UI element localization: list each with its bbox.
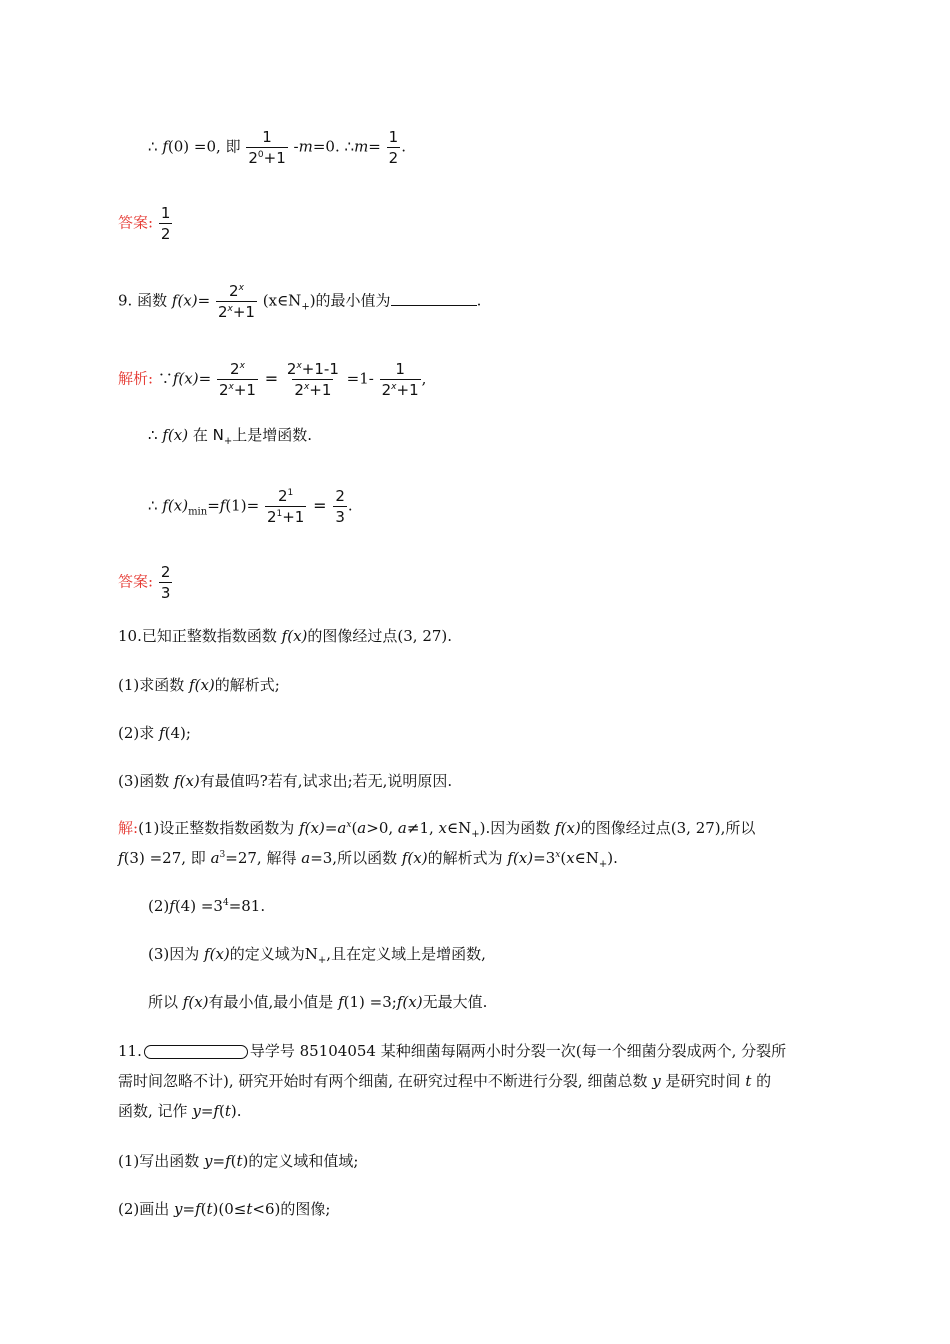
because-symbol: ∵ <box>157 369 173 388</box>
text: (1)求函数 <box>118 676 185 694</box>
text: 所以 <box>148 993 179 1011</box>
den-exponent: x <box>228 382 234 392</box>
function-f: f <box>299 819 305 837</box>
text: =0, 即 <box>193 137 241 156</box>
argument: (x) <box>167 426 189 444</box>
denominator: 2 <box>388 149 399 167</box>
numerator: 1 <box>262 128 272 146</box>
text: (2) <box>148 897 170 915</box>
line-increasing <box>148 425 312 445</box>
denominator <box>217 379 258 399</box>
text: )的最小值为 <box>309 291 391 310</box>
question-10-part-3 <box>118 771 452 791</box>
variable-y: y <box>174 1200 183 1218</box>
question-number: 10. <box>118 627 142 645</box>
function-f: f <box>507 849 513 867</box>
argument: (x) <box>512 849 534 867</box>
argument: (x) <box>209 945 230 963</box>
argument: (x) <box>304 819 325 837</box>
text: 的定义域为N <box>229 945 318 963</box>
denominator: 3 <box>160 584 171 602</box>
fraction-b <box>285 360 341 399</box>
text: 上是增函数. <box>232 426 313 444</box>
equals: = <box>197 291 211 310</box>
text: 需时间忽略不计), 研究开始时有两个细菌, 在研究过程中不断进行分裂, 细菌总数 <box>118 1072 648 1090</box>
exponent: 3 <box>219 850 226 860</box>
text: (1) =3; <box>343 993 397 1011</box>
text: <6)的图像; <box>252 1200 331 1218</box>
num-exponent: x <box>239 361 245 371</box>
equals: = <box>313 495 327 515</box>
numerator <box>227 282 246 301</box>
question-11-line-3 <box>118 1101 241 1121</box>
variable-a: a <box>337 819 347 837</box>
text: (3)函数 <box>118 772 170 790</box>
denominator <box>216 301 257 321</box>
text: 的 <box>756 1072 772 1090</box>
text: ( <box>351 819 358 837</box>
den-rest: +1 <box>309 381 332 399</box>
subscript-plus: + <box>471 829 480 840</box>
function-f: f <box>204 945 210 963</box>
denominator <box>265 506 306 526</box>
function-f: f <box>118 849 124 867</box>
fraction-2x-over-2x-plus-1 <box>216 282 257 321</box>
line-min-value <box>148 487 353 526</box>
text: 是研究时间 <box>665 1072 741 1090</box>
text: =3,所以函数 <box>310 849 398 867</box>
text: ,且在定义域上是增函数, <box>326 945 486 963</box>
text: 导学号 85104054 某种细菌每隔两小时分裂一次(每一个细菌分裂成两个, 分裂所 <box>249 1042 787 1060</box>
text: ( <box>560 849 567 867</box>
argument: (x) <box>287 627 308 645</box>
text: )的定义域和值域; <box>242 1152 359 1170</box>
fraction-1-over-2pow0-plus-1 <box>246 128 287 167</box>
text: = <box>182 1200 196 1218</box>
variable-a: a <box>397 819 407 837</box>
analysis-label: 解析: <box>118 369 154 388</box>
comma: , <box>421 369 427 388</box>
function-f: f <box>189 676 195 694</box>
function-f: f <box>171 291 178 310</box>
text: 函数, 记作 <box>118 1102 188 1120</box>
therefore-symbol: ∴ <box>148 426 158 444</box>
num-exponent: x <box>238 283 244 293</box>
question-10-part-2 <box>118 723 191 743</box>
text: =27, 解得 <box>225 849 297 867</box>
variable-t: t <box>224 1102 231 1120</box>
argument: (x) <box>177 291 198 310</box>
set-N: N <box>212 426 224 444</box>
text: (2)求 <box>118 724 155 742</box>
text: >0, <box>366 819 394 837</box>
variable-y: y <box>652 1072 661 1090</box>
den-rest: +1 <box>282 508 305 526</box>
line-f0-derivation <box>148 128 406 167</box>
text: =1- <box>346 369 374 388</box>
text: 有最小值,最小值是 <box>208 993 334 1011</box>
period: . <box>401 137 406 156</box>
subscript-plus: + <box>223 436 233 447</box>
answer-fraction <box>159 563 173 602</box>
argument: (x) <box>194 676 215 694</box>
den-base: 2 <box>248 149 258 167</box>
num-base: 2 <box>230 360 240 378</box>
fraction-one-half <box>387 128 401 167</box>
therefore-symbol: ∴ <box>148 496 158 515</box>
variable-t: t <box>745 1072 752 1090</box>
function-f: f <box>225 1152 231 1170</box>
text: 在 <box>192 426 208 444</box>
text: = <box>324 819 338 837</box>
variable-t: t <box>206 1200 213 1218</box>
den-base: 2 <box>381 381 392 399</box>
function-f: f <box>195 1200 201 1218</box>
question-11-part-2 <box>118 1199 330 1219</box>
variable-x: x <box>438 819 448 837</box>
text: ).因为函数 <box>479 819 551 837</box>
argument: (x) <box>179 772 200 790</box>
text: =3 <box>533 849 556 867</box>
text: ∈N <box>447 819 472 837</box>
num-exponent: x <box>296 361 302 371</box>
den-exponent: 0 <box>257 150 264 160</box>
numerator <box>285 360 341 379</box>
question-10 <box>118 626 452 646</box>
solution-10-line-2 <box>118 848 618 868</box>
numerator: 1 <box>160 204 171 222</box>
variable-y: y <box>192 1102 201 1120</box>
function-f: f <box>555 819 561 837</box>
text: 的解析式; <box>214 676 280 694</box>
answer-blank <box>391 291 477 306</box>
function-f: f <box>219 496 226 515</box>
answer-fraction <box>159 204 173 243</box>
question-number: 9. <box>118 291 133 310</box>
variable-t: t <box>236 1152 243 1170</box>
variable-a: a <box>301 849 311 867</box>
argument: (x) <box>407 849 428 867</box>
text: ). <box>607 849 618 867</box>
question-9 <box>118 282 481 321</box>
den-rest: +1 <box>232 303 255 321</box>
argument: (x) <box>188 993 209 1011</box>
function-f: f <box>213 1102 219 1120</box>
subscript-plus: + <box>598 859 608 870</box>
function-f: f <box>169 897 175 915</box>
solution-9 <box>118 360 426 399</box>
den-base: 2 <box>217 303 228 321</box>
function-f: f <box>162 137 168 156</box>
function-f: f <box>401 849 408 867</box>
text: 的图像经过点(3, 27). <box>307 627 453 645</box>
study-number-badge <box>144 1045 248 1059</box>
function-f: f <box>281 627 288 645</box>
answer-label: 答案: <box>118 213 154 232</box>
subscript-plus: + <box>317 955 327 966</box>
function-f: f <box>182 993 189 1011</box>
num-base: 2 <box>278 487 288 505</box>
num-exponent: 1 <box>287 488 294 498</box>
text: (4) =3 <box>174 897 223 915</box>
text: = <box>200 1102 214 1120</box>
text: 函数 <box>137 291 168 310</box>
denominator <box>380 379 421 399</box>
text: =0. ∴ <box>312 137 355 156</box>
equals: = <box>207 496 220 515</box>
answer-2 <box>118 563 173 602</box>
text: (3) =27, 即 <box>123 849 206 867</box>
numerator: 2 <box>335 487 345 505</box>
numerator <box>228 360 247 379</box>
den-rest: +1 <box>263 149 286 167</box>
function-f: f <box>396 993 403 1011</box>
answer-1 <box>118 204 173 243</box>
therefore-symbol: ∴ <box>148 137 158 156</box>
function-f: f <box>159 724 165 742</box>
text: = <box>212 1152 226 1170</box>
text: ( <box>218 1102 225 1120</box>
equals: = <box>264 368 279 388</box>
text: 已知正整数指数函数 <box>141 627 277 645</box>
den-base: 2 <box>294 381 304 399</box>
den-rest: +1 <box>396 381 419 399</box>
subscript-min: min <box>188 506 208 518</box>
answer-label: 答案: <box>118 572 154 591</box>
variable-m: m <box>354 137 369 156</box>
text: 的图像经过点(3, 27),所以 <box>580 819 756 837</box>
text: 无最大值. <box>422 993 488 1011</box>
text: ∈N <box>574 849 599 867</box>
text: 的解析式为 <box>427 849 503 867</box>
num-rest: +1-1 <box>301 360 339 378</box>
exponent: x <box>555 850 561 860</box>
numerator: 1 <box>388 128 399 146</box>
period: . <box>347 496 353 515</box>
fraction-2pow1 <box>265 487 306 526</box>
text: ( <box>230 1152 237 1170</box>
function-f: f <box>162 496 168 515</box>
den-exponent: x <box>303 382 310 392</box>
text: 有最值吗?若有,试求出;若无,说明原因. <box>199 772 453 790</box>
num-base: 2 <box>229 282 239 300</box>
numerator: 2 <box>160 563 171 581</box>
question-number: 11. <box>118 1042 142 1060</box>
argument: (x) <box>167 496 189 515</box>
den-base: 2 <box>266 508 277 526</box>
text: (1)写出函数 <box>118 1152 200 1170</box>
text: (4); <box>164 724 191 742</box>
text: =81. <box>228 897 266 915</box>
variable-x: x <box>566 849 575 867</box>
fraction-a <box>217 360 258 399</box>
text: ( <box>200 1200 207 1218</box>
text: (3)因为 <box>148 945 200 963</box>
period: . <box>476 291 482 310</box>
text: )(0≤ <box>212 1200 247 1218</box>
equals: = <box>198 369 212 388</box>
denominator <box>246 147 287 167</box>
function-f: f <box>174 772 180 790</box>
minus: - <box>293 137 299 156</box>
text: ). <box>230 1102 242 1120</box>
variable-t: t <box>246 1200 253 1218</box>
den-exponent: x <box>391 382 397 392</box>
equals: = <box>368 137 381 156</box>
numerator <box>276 487 295 506</box>
argument: (x) <box>402 993 423 1011</box>
solution-10-conclusion <box>148 992 487 1012</box>
variable-a: a <box>210 849 220 867</box>
solution-10-part-3 <box>148 944 486 964</box>
text: (1)设正整数指数函数为 <box>138 819 295 837</box>
variable-a: a <box>357 819 367 837</box>
text: ≠1, <box>406 819 434 837</box>
function-f: f <box>172 369 179 388</box>
variable-m: m <box>298 137 313 156</box>
equals: = <box>246 496 260 515</box>
argument: (0) <box>167 137 190 156</box>
condition: (x∈N <box>262 291 302 310</box>
function-f: f <box>162 426 168 444</box>
argument: (1) <box>225 496 247 515</box>
function-f: f <box>338 993 344 1011</box>
argument: (x) <box>560 819 581 837</box>
fraction-two-thirds <box>333 487 347 526</box>
question-11-line-2 <box>118 1071 771 1091</box>
den-exponent: 1 <box>276 509 283 519</box>
solution-10-part-2 <box>148 896 265 916</box>
exponent: x <box>346 820 352 830</box>
exponent: 4 <box>222 898 229 908</box>
denominator: 2 <box>160 225 171 243</box>
question-11-part-1 <box>118 1151 358 1171</box>
den-exponent: x <box>227 304 233 314</box>
fraction-c <box>380 360 421 399</box>
solution-10-line-1 <box>118 818 755 838</box>
num-base: 2 <box>286 360 297 378</box>
question-11-line-1 <box>118 1041 786 1061</box>
numerator: 1 <box>395 360 405 378</box>
denominator: 3 <box>335 508 345 526</box>
argument: (x) <box>178 369 199 388</box>
denominator <box>292 379 333 399</box>
text: (2)画出 <box>118 1200 170 1218</box>
question-10-part-1 <box>118 675 280 695</box>
subscript-plus: + <box>301 301 310 313</box>
variable-y: y <box>204 1152 213 1170</box>
den-rest: +1 <box>233 381 256 399</box>
den-base: 2 <box>218 381 229 399</box>
solution-label: 解: <box>118 819 139 837</box>
